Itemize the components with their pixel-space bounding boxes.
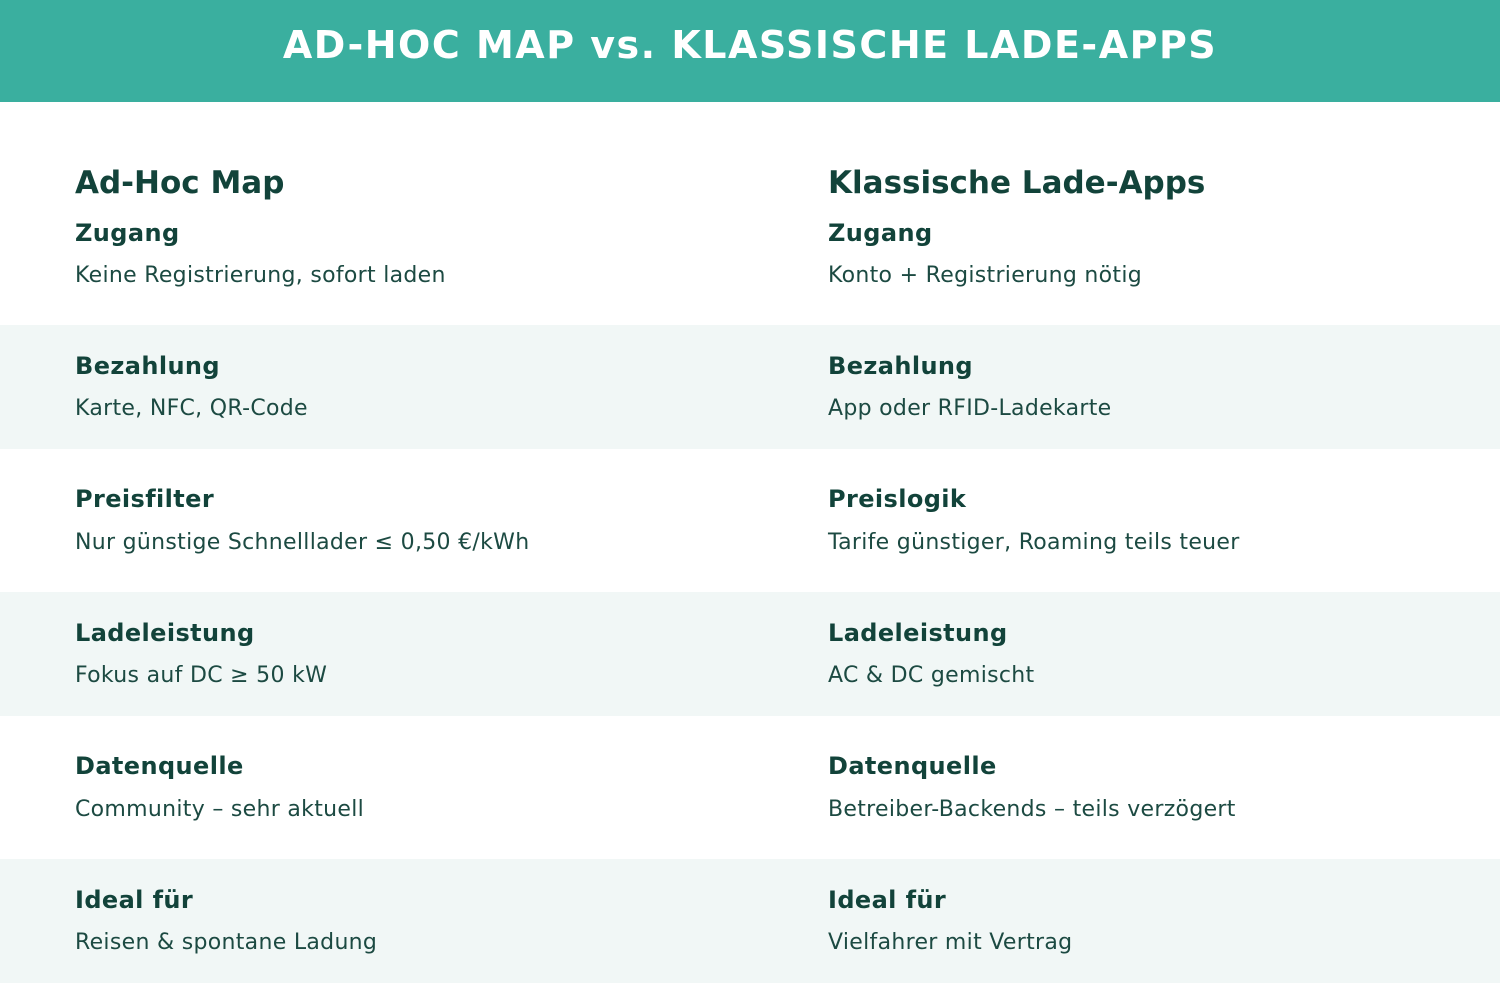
row-label-left: Ladeleistung bbox=[75, 619, 255, 647]
row-value-right: App oder RFID-Ladekarte bbox=[828, 396, 1112, 421]
row-value-left: Nur günstige Schnelllader ≤ 0,50 €/kWh bbox=[75, 530, 530, 555]
row-label-left: Zugang bbox=[75, 219, 180, 247]
header-banner bbox=[0, 0, 1500, 102]
row-value-left: Fokus auf DC ≥ 50 kW bbox=[75, 663, 328, 688]
row-value-right: Betreiber-Backends – teils verzögert bbox=[828, 797, 1236, 822]
row-label-left: Datenquelle bbox=[75, 752, 244, 780]
row-value-left: Reisen & spontane Ladung bbox=[75, 930, 378, 955]
row-label-right: Ideal für bbox=[828, 886, 947, 914]
row-value-right: AC & DC gemischt bbox=[828, 663, 1035, 688]
row-band-ladeleistung bbox=[0, 592, 1500, 716]
row-value-left: Community – sehr aktuell bbox=[75, 797, 365, 822]
row-value-right: Konto + Registrierung nötig bbox=[828, 263, 1143, 288]
row-value-right: Vielfahrer mit Vertrag bbox=[828, 930, 1073, 955]
row-value-left: Keine Registrierung, sofort laden bbox=[75, 263, 446, 288]
row-value-left: Karte, NFC, QR-Code bbox=[75, 396, 308, 421]
left-column-title: Ad-Hoc Map bbox=[75, 165, 285, 201]
row-value-right: Tarife günstiger, Roaming teils teuer bbox=[828, 530, 1240, 555]
row-label-right: Ladeleistung bbox=[828, 619, 1008, 647]
right-column-title: Klassische Lade-Apps bbox=[828, 165, 1206, 201]
row-band-ideal bbox=[0, 859, 1500, 983]
row-label-left: Preisfilter bbox=[75, 485, 215, 513]
row-label-right: Bezahlung bbox=[828, 352, 973, 380]
row-label-right: Zugang bbox=[828, 219, 933, 247]
row-label-right: Preislogik bbox=[828, 485, 967, 513]
page-title: AD-HOC MAP vs. KLASSISCHE LADE-APPS bbox=[282, 23, 1218, 67]
row-label-left: Bezahlung bbox=[75, 352, 220, 380]
row-label-right: Datenquelle bbox=[828, 752, 997, 780]
row-label-left: Ideal für bbox=[75, 886, 194, 914]
row-band-bezahlung bbox=[0, 325, 1500, 449]
